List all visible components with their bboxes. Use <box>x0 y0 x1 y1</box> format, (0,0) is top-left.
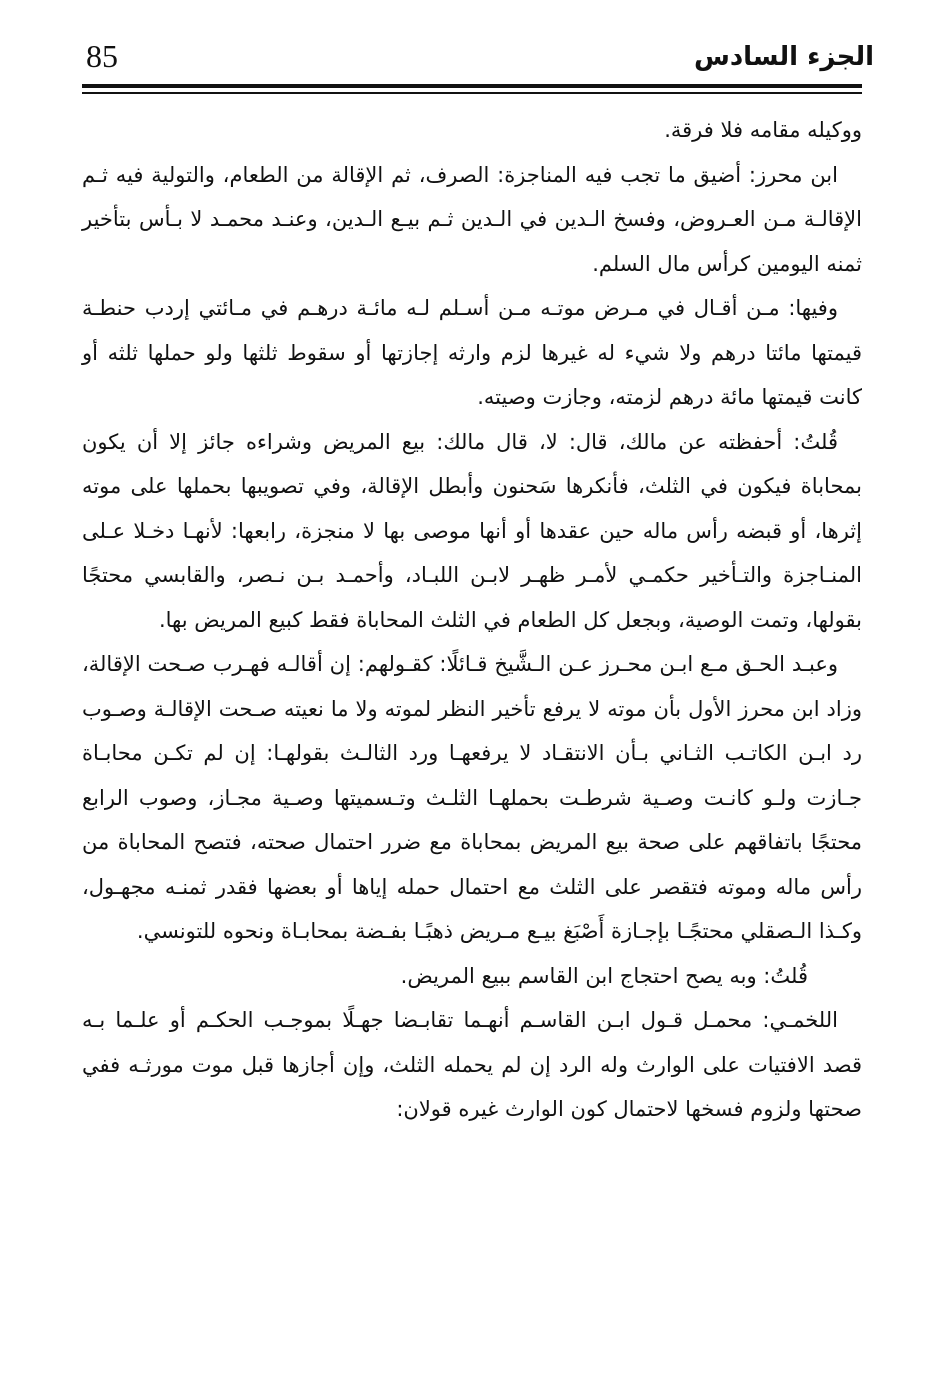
paragraph-3: وفيها: مـن أقـال في مـرض موتـه مـن أسـلم لـه مائـة درهـم في مـائتي إردب حنطـة قيمتها مائتا درهم ولا شيء له غيرها لزم وارثه إجازتها أو سقوط ثلثها ولو حملها ثلثه أو كانت قيمتها مائة درهم لزمته، وجازت وصيته. <box>82 296 862 409</box>
header-rule-thin <box>82 92 862 94</box>
running-title: الجزء السادس <box>693 42 874 72</box>
paragraph-4: قُلتُ: أحفظته عن مالك، قال: لا، قال مالك: بيع المريض وشراءه جائز إلا أن يكون بمحاباة فيكون في الثلث، فأنكرها سَحنون وأبطل الإقالة، وفي تصويبها بحملها على موته إثرها، أو قبضه رأس ماله حين عقدها أو أنها موصى بها لا منجزة، رابعها: لأنهـا دخـلا عـلى المنـاجزة والتـأخير حكمـي لأمـر ظهـر لابـن اللبـاد، وأحمـد بـن نـصر، والقابسي محتجًا بقولها، وتمت الوصية، وبجعل كل الطعام في الثلث المحاباة فقط كبيع المريض بها. <box>82 429 862 632</box>
paragraph-5: وعبـد الحـق مـع ابـن محـرز عـن الـشَّيخ قـائلًا: كقـولهم: إن أقالـه فهـرب صـحت الإقالة، وزاد ابن محرز الأول بأن موته لا يرفع تأخير النظر لموته ولا ما نعيته صـحت الإقالـة وصـوب رد ابـن الكاتـب الثـاني بـأن الانتقـاد لا يرفعهـا ورد الثالـث بقولهـا: إن لم تكـن محابـاة جـازت ولـو كانـت وصـية شرطـت بحملهـا الثلـث وتـسميتها وصـية مجـاز، وصوب الرابع محتجًا باتفاقهم على صحة بيع المريض بمحاباة مع ضرر احتمال صحته، فتصح المحاباة من رأس ماله وموته فتقصر على الثلث مع احتمال حمله إياها أو بعضها فقدر ثمنـه مجهـول، وكـذا الـصقلي محتجًـا بإجـازة أَصْبَغ بيـع مـريض ذهبًـا بفـضة بمحابـاة ونحوه للتونسي. <box>82 652 862 943</box>
paragraph-1: ووكيله مقامه فلا فرقة. <box>664 118 862 142</box>
page-number: 85 <box>86 38 118 74</box>
page-header <box>70 30 874 78</box>
header-rule-thick <box>82 84 862 88</box>
paragraph-6: قُلتُ: وبه يصح احتجاج ابن القاسم ببيع المريض. <box>400 963 808 988</box>
paragraph-2: ابن محرز: أضيق ما تجب فيه المناجزة: الصرف، ثم الإقالة من الطعام، والتولية فيه ثـم الإقالـة مـن العـروض، وفسخ الـدين في الـدين ثـم بيـع الـدين، وعنـد محمـد لا بـأس بتأخير ثمنه اليومين كرأس مال السلم. <box>82 162 862 276</box>
paragraph-7: اللخمـي: محمـل قـول ابـن القاسـم أنهـما تقابـضا جهـلًا بموجـب الحكـم أو علـما بـه قصد الافتيات على الوارث وله الرد إن لم يحمله الثلث، وإن أجازها قبل موت مورثـه ففي صحتها ولزوم فسخها لاحتمال كون الوارث غيره قولان: <box>82 1008 862 1121</box>
page-body <box>82 108 862 1132</box>
